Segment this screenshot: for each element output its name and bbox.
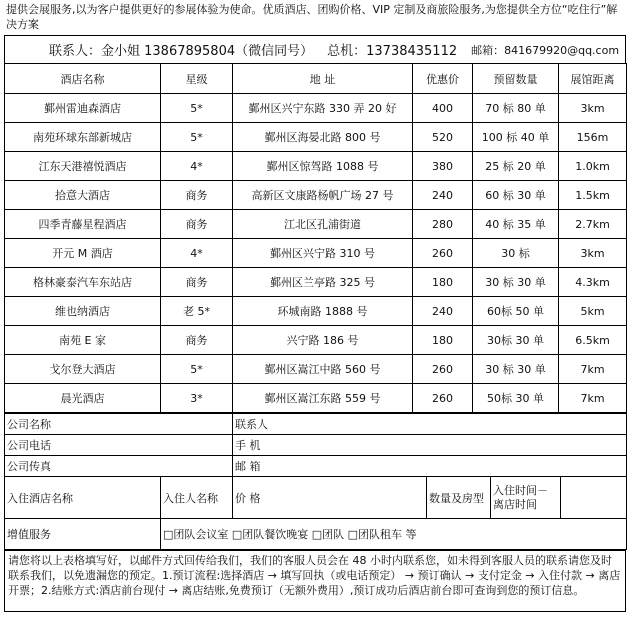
header-address: 地 址 — [233, 64, 413, 94]
cell-address: 高新区文康路杨帆广场 27 号 — [233, 181, 413, 210]
cell-star: 3* — [161, 384, 233, 413]
cell-price: 260 — [413, 239, 473, 268]
cell-address: 鄞州区兴宁路 310 号 — [233, 239, 413, 268]
cell-star: 5* — [161, 123, 233, 152]
cell-address: 环城南路 1888 号 — [233, 297, 413, 326]
table-row — [5, 123, 627, 152]
company-fax-label: 公司传真 — [5, 456, 233, 477]
services-options[interactable]: □团队会议室 □团队餐饮晚宴 □团队 □团队租车 等 — [161, 519, 627, 550]
checkin-hotel-label: 入住酒店名称 — [5, 477, 161, 519]
cell-rooms: 30 标 30 单 — [473, 355, 559, 384]
table-row — [5, 181, 627, 210]
table-row — [5, 326, 627, 355]
cell-price: 520 — [413, 123, 473, 152]
cell-distance: 156m — [559, 123, 627, 152]
intro-text: 提供会展服务,以为客户提供更好的参展体验为使命。优质酒店、团购价格、VIP 定制及商旅险服务,为您提供全方位“吃住行”解决方案 — [6, 3, 618, 31]
cell-rooms: 50标 30 单 — [473, 384, 559, 413]
cell-star: 老 5* — [161, 297, 233, 326]
cell-star: 4* — [161, 239, 233, 268]
cell-name: 江东天港禧悦酒店 — [5, 152, 161, 181]
table-row — [5, 210, 627, 239]
booking-form-document — [4, 2, 626, 612]
checkin-time-label: 入住时间－离店时间 — [491, 477, 561, 519]
cell-address: 鄞州区嵩江中路 560 号 — [233, 355, 413, 384]
cell-rooms: 30 标 30 单 — [473, 268, 559, 297]
company-phone-label: 公司电话 — [5, 435, 233, 456]
cell-price: 260 — [413, 355, 473, 384]
value-added-label: 增值服务 — [5, 519, 161, 550]
cell-address: 鄞州区兴宁东路 330 弄 20 好 — [233, 94, 413, 123]
cell-star: 5* — [161, 355, 233, 384]
contact-email[interactable]: 邮箱：841679920@qq.com — [471, 43, 620, 57]
cell-rooms: 30标 30 单 — [473, 326, 559, 355]
table-row — [5, 355, 627, 384]
cell-distance: 7km — [559, 384, 627, 413]
header-star: 星级 — [161, 64, 233, 94]
header-price: 优惠价 — [413, 64, 473, 94]
cell-distance: 7km — [559, 355, 627, 384]
cell-price: 380 — [413, 152, 473, 181]
cell-name: 拾意大酒店 — [5, 181, 161, 210]
table-row — [5, 152, 627, 181]
cell-price: 240 — [413, 181, 473, 210]
cell-price: 180 — [413, 326, 473, 355]
header-distance: 展馆距离 — [559, 64, 627, 94]
cell-star: 商务 — [161, 268, 233, 297]
cell-distance: 2.7km — [559, 210, 627, 239]
mobile-label: 手 机 — [233, 435, 627, 456]
cell-star: 商务 — [161, 210, 233, 239]
checkin-time-value[interactable] — [561, 477, 627, 519]
cell-distance: 1.0km — [559, 152, 627, 181]
table-row — [5, 297, 627, 326]
booking-form-table — [4, 413, 627, 550]
cell-rooms: 60 标 30 单 — [473, 181, 559, 210]
table-row — [5, 94, 627, 123]
cell-address: 鄞州区兰亭路 325 号 — [233, 268, 413, 297]
cell-distance: 5km — [559, 297, 627, 326]
table-row — [5, 384, 627, 413]
cell-rooms: 30 标 — [473, 239, 559, 268]
hotel-table — [4, 63, 627, 413]
email-label: 邮 箱 — [233, 456, 627, 477]
cell-star: 4* — [161, 152, 233, 181]
cell-star: 商务 — [161, 326, 233, 355]
cell-rooms: 25 标 20 单 — [473, 152, 559, 181]
company-name-label: 公司名称 — [5, 414, 233, 435]
table-row — [5, 239, 627, 268]
cell-rooms: 40 标 35 单 — [473, 210, 559, 239]
cell-rooms: 100 标 40 单 — [473, 123, 559, 152]
price-label: 价 格 — [233, 477, 427, 519]
cell-distance: 1.5km — [559, 181, 627, 210]
cell-name: 维也纳酒店 — [5, 297, 161, 326]
cell-name: 鄞州雷迪森酒店 — [5, 94, 161, 123]
cell-name: 南苑环球东部新城店 — [5, 123, 161, 152]
cell-name: 开元 M 酒店 — [5, 239, 161, 268]
cell-address: 兴宁路 186 号 — [233, 326, 413, 355]
contact-person: 联系人：金小姐 13867895804（微信同号） — [49, 44, 314, 59]
cell-rooms: 70 标 80 单 — [473, 94, 559, 123]
cell-distance: 6.5km — [559, 326, 627, 355]
cell-name: 南苑 E 家 — [5, 326, 161, 355]
cell-name: 戈尔登大酒店 — [5, 355, 161, 384]
cell-address: 鄞州区惊驾路 1088 号 — [233, 152, 413, 181]
cell-distance: 4.3km — [559, 268, 627, 297]
table-row — [5, 268, 627, 297]
cell-price: 240 — [413, 297, 473, 326]
cell-star: 5* — [161, 94, 233, 123]
contact-person-label: 联系人 — [233, 414, 627, 435]
guest-name-label: 入住人名称 — [161, 477, 233, 519]
cell-address: 江北区孔浦街道 — [233, 210, 413, 239]
cell-rooms: 60标 50 单 — [473, 297, 559, 326]
cell-name: 格林豪泰汽车东站店 — [5, 268, 161, 297]
cell-address: 鄞州区海晏北路 800 号 — [233, 123, 413, 152]
cell-price: 260 — [413, 384, 473, 413]
cell-star: 商务 — [161, 181, 233, 210]
contact-manager: 总机：13738435112 — [327, 44, 458, 59]
qty-room-type-label: 数量及房型 — [427, 477, 491, 519]
footer-table — [4, 550, 626, 612]
cell-name: 四季青藤星程酒店 — [5, 210, 161, 239]
footer-note: 请您将以上表格填写好，以邮件方式回传给我们，我们的客服人员会在 48 小时内联系您，如未得到客服人员的联系请您及时联系我们，以免遗漏您的预定。1.预订流程:选择酒店 → 填写回执（或电话预定） → 预订确认 → 支付定金 → 入住付款 → 离店开票；2.结账方式:酒店前台现付 → 离店结账,免费预订（无额外费用）,预订成功后酒店前台即可查询到您的预订信息。 — [5, 551, 626, 612]
cell-name: 晨光酒店 — [5, 384, 161, 413]
cell-address: 鄞州区嵩江东路 559 号 — [233, 384, 413, 413]
contact-row — [4, 35, 626, 63]
header-rooms: 预留数量 — [473, 64, 559, 94]
cell-distance: 3km — [559, 239, 627, 268]
cell-distance: 3km — [559, 94, 627, 123]
cell-price: 280 — [413, 210, 473, 239]
cell-price: 400 — [413, 94, 473, 123]
hotel-table-header — [5, 64, 627, 94]
header-hotel-name: 酒店名称 — [5, 64, 161, 94]
cell-price: 180 — [413, 268, 473, 297]
